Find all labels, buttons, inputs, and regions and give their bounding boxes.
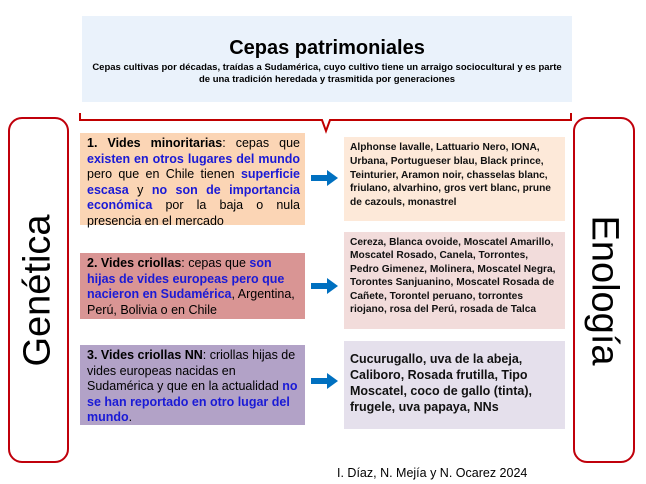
varieties-minoritarias: Alphonse lavalle, Lattuario Nero, IONA, Urbana, Portugueser blau, Black prince, Teinturier, Aramon noir, chasselas blanc, friulano, alvarhino, gros vert blanc, prune de cazouls, monastrel xyxy=(344,137,565,221)
varieties-criollas-nn: Cucurugallo, uva de la abeja, Caliboro, Rosada frutilla, Tipo Moscatel, coco de gallo (tinta), frugele, uva papaya, NNs xyxy=(344,341,565,429)
author-credit: I. Díaz, N. Mejía y N. Ocarez 2024 xyxy=(337,466,528,480)
genetica-label: Genética xyxy=(17,213,59,367)
genetica-box xyxy=(8,117,69,463)
category-heading: 3. Vides criollas NN xyxy=(87,348,203,362)
diagram-title: Cepas patrimoniales xyxy=(229,37,425,59)
enologia-box xyxy=(573,117,635,463)
enologia-label: Enología xyxy=(583,214,626,366)
arrow-right-icon xyxy=(311,278,338,294)
arrow-right-icon xyxy=(311,170,338,186)
category-heading: 1. Vides minoritarias xyxy=(87,136,223,150)
category-minoritarias: 1. Vides minoritarias: cepas que existen en otros lugares del mundo pero que en Chile tienen superficie escasa y no son de importancia económica por la baja o nula presencia en el mercado xyxy=(80,133,305,225)
arrow-right-icon xyxy=(311,373,338,389)
category-heading: 2. Vides criollas xyxy=(87,256,182,270)
category-criollas-nn: 3. Vides criollas NN: criollas hijas de vides europeas nacidas en Sudamérica y que en la actualidad no se han reportado en otro lugar del mundo. xyxy=(80,345,305,425)
diagram-subtitle: Cepas cultivas por décadas, traídas a Sudamérica, cuyo cultivo tiene un arraigo sociocultural y es parte de una tradición heredada y trasmitida por generaciones xyxy=(92,62,562,85)
varieties-criollas: Cereza, Blanca ovoide, Moscatel Amarillo, Moscatel Rosado, Canela, Torrontes, Pedro Gimenez, Molinera, Moscatel Negra, Torontes Sanjuanino, Moscatel Rosada de Cañete, Torontel peruano, torrontes riojano, rosa del Perú, rosada de Talca xyxy=(344,232,565,329)
category-criollas: 2. Vides criollas: cepas que son hijas de vides europeas pero que nacieron en Sudamérica, Argentina, Perú, Bolivia o en Chile xyxy=(80,253,305,319)
